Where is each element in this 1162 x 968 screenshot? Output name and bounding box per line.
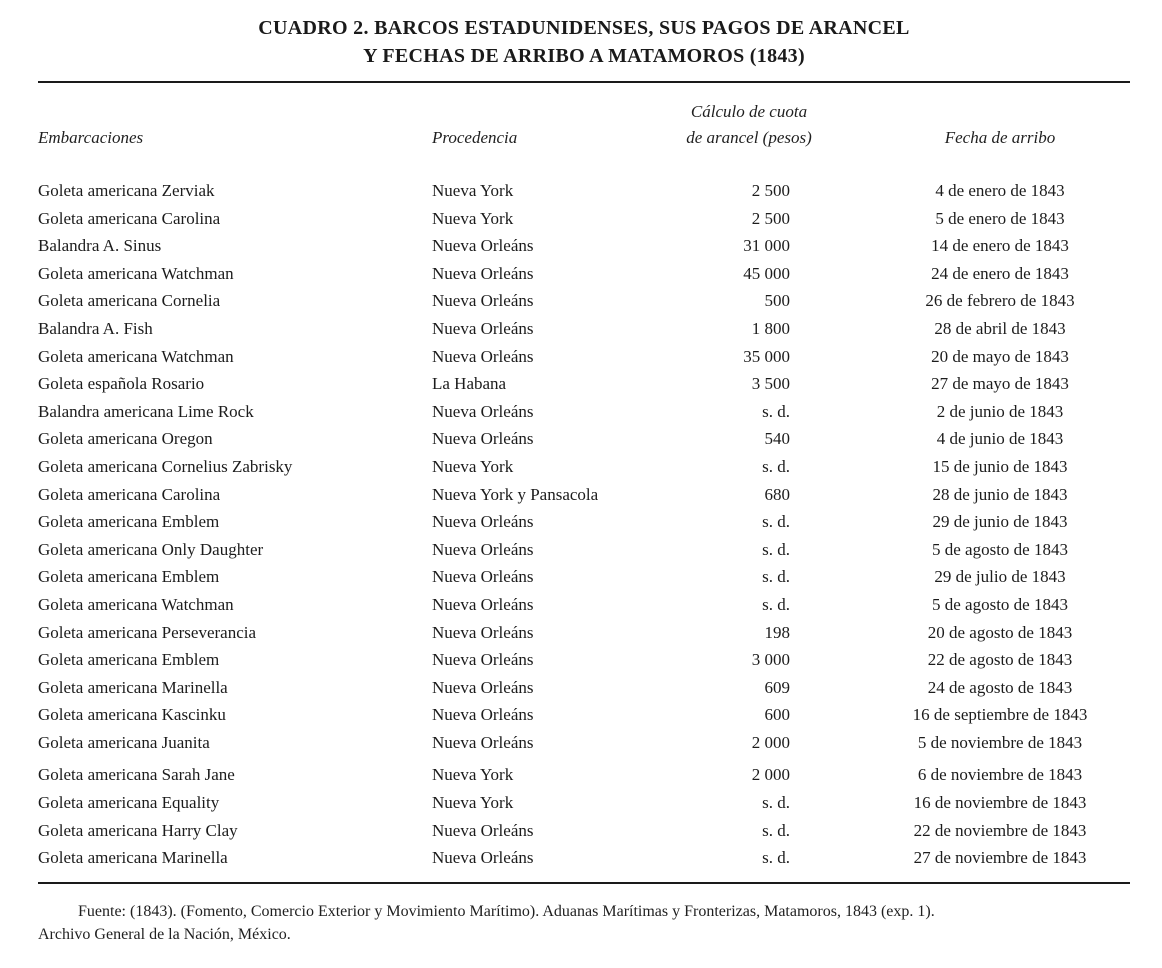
table-row — [38, 789, 1130, 817]
cell-vessel: Goleta española Rosario — [38, 374, 205, 394]
source-note-line2: Archivo General de la Nación, México. — [38, 925, 291, 943]
cell-origin: La Habana — [432, 374, 507, 394]
bottom-rule — [38, 882, 1130, 884]
cell-arrival: 5 de agosto de 1843 — [932, 539, 1068, 559]
cell-origin: Nueva Orleáns — [432, 512, 534, 532]
table-row — [38, 232, 1130, 260]
cell-origin: Nueva York y Pansacola — [432, 484, 599, 504]
cell-origin: Nueva Orleáns — [432, 429, 534, 449]
column-header-arancel-line1: Cálculo de cuota — [690, 102, 808, 121]
cell-arrival: 16 de noviembre de 1843 — [913, 793, 1087, 813]
cell-vessel: Balandra A. Fish — [38, 318, 153, 338]
cell-arrival: 20 de agosto de 1843 — [927, 622, 1073, 642]
column-header-arancel-line2: de arancel (pesos) — [686, 128, 812, 147]
cell-duty: 2 000 — [751, 732, 790, 752]
table-row — [38, 260, 1130, 288]
source-note — [38, 900, 1130, 946]
cell-origin: Nueva Orleáns — [432, 263, 534, 283]
table-title — [38, 14, 1130, 70]
cell-duty: 31 000 — [743, 236, 790, 256]
cell-vessel: Balandra americana Lime Rock — [38, 401, 254, 421]
cell-vessel: Goleta americana Carolina — [38, 208, 221, 228]
cell-duty: 3 500 — [751, 374, 790, 394]
cell-arrival: 22 de noviembre de 1843 — [913, 820, 1087, 840]
cell-vessel: Goleta americana Perseverancia — [38, 622, 257, 642]
cell-arrival: 26 de febrero de 1843 — [925, 291, 1075, 311]
cell-origin: Nueva Orleáns — [432, 622, 534, 642]
table-row — [38, 508, 1130, 536]
table-body — [38, 177, 1130, 872]
source-note-line1: Fuente: (1843). (Fomento, Comercio Exterior y Movimiento Marítimo). Aduanas Marítimas y Fronterizas, Matamoros, 1843 (exp. 1). — [78, 902, 935, 920]
cell-vessel: Goleta americana Watchman — [38, 263, 234, 283]
cell-origin: Nueva Orleáns — [432, 401, 534, 421]
table-row — [38, 817, 1130, 845]
table-row — [38, 619, 1130, 647]
cell-arrival: 24 de agosto de 1843 — [927, 677, 1073, 697]
cell-origin: Nueva Orleáns — [432, 567, 534, 587]
cell-origin: Nueva Orleáns — [432, 291, 534, 311]
cell-arrival: 15 de junio de 1843 — [932, 456, 1068, 476]
table-row — [38, 398, 1130, 426]
cell-origin: Nueva Orleáns — [432, 346, 534, 366]
table-row — [38, 674, 1130, 702]
cell-origin: Nueva Orleáns — [432, 848, 534, 868]
table-row — [38, 205, 1130, 233]
cell-arrival: 6 de noviembre de 1843 — [917, 765, 1083, 785]
cell-arrival: 29 de junio de 1843 — [932, 512, 1068, 532]
cell-vessel: Goleta americana Watchman — [38, 346, 234, 366]
cell-arrival: 14 de enero de 1843 — [931, 236, 1069, 256]
table-row — [38, 453, 1130, 481]
cell-duty: s. d. — [762, 793, 790, 813]
cell-vessel: Goleta americana Kascinku — [38, 705, 226, 725]
cell-duty: s. d. — [762, 539, 790, 559]
cell-arrival: 28 de abril de 1843 — [934, 318, 1066, 338]
cell-vessel: Balandra A. Sinus — [38, 236, 162, 256]
cell-vessel: Goleta americana Marinella — [38, 848, 228, 868]
cell-vessel: Goleta americana Emblem — [38, 512, 220, 532]
cell-arrival: 22 de agosto de 1843 — [927, 650, 1073, 670]
cell-origin: Nueva York — [432, 765, 514, 785]
cell-duty: 500 — [764, 291, 790, 311]
cell-arrival: 5 de enero de 1843 — [935, 208, 1065, 228]
cell-arrival: 27 de noviembre de 1843 — [913, 848, 1087, 868]
cell-origin: Nueva Orleáns — [432, 705, 534, 725]
cell-duty: 35 000 — [743, 346, 790, 366]
cell-duty: 609 — [764, 677, 790, 697]
table-row — [38, 844, 1130, 872]
table-row — [38, 701, 1130, 729]
table-row — [38, 177, 1130, 205]
table-row — [38, 761, 1130, 789]
table-row — [38, 370, 1130, 398]
cell-duty: 540 — [764, 429, 790, 449]
cell-arrival: 27 de mayo de 1843 — [931, 374, 1069, 394]
cell-duty: 198 — [764, 622, 790, 642]
table-title-line2: Y FECHAS DE ARRIBO A MATAMOROS (1843) — [363, 45, 805, 67]
cell-vessel: Goleta americana Emblem — [38, 650, 220, 670]
cell-origin: Nueva Orleáns — [432, 539, 534, 559]
cell-duty: 3 000 — [751, 650, 790, 670]
cell-duty: s. d. — [762, 848, 790, 868]
cell-vessel: Goleta americana Juanita — [38, 732, 210, 752]
column-header-procedencia: Procedencia — [432, 128, 518, 147]
table-row — [38, 481, 1130, 509]
cell-duty: 2 000 — [751, 765, 790, 785]
cell-vessel: Goleta americana Sarah Jane — [38, 765, 235, 785]
cell-vessel: Goleta americana Oregon — [38, 429, 213, 449]
cell-origin: Nueva Orleáns — [432, 732, 534, 752]
cell-duty: 680 — [764, 484, 790, 504]
cell-arrival: 20 de mayo de 1843 — [931, 346, 1069, 366]
cell-duty: s. d. — [762, 567, 790, 587]
cell-origin: Nueva Orleáns — [432, 677, 534, 697]
table-row — [38, 646, 1130, 674]
cell-duty: 2 500 — [751, 181, 790, 200]
cell-duty: s. d. — [762, 594, 790, 614]
cell-arrival: 4 de junio de 1843 — [936, 429, 1064, 449]
cell-duty: 2 500 — [751, 208, 790, 228]
cell-vessel: Goleta americana Equality — [38, 793, 220, 813]
cell-origin: Nueva York — [432, 793, 514, 813]
table-row — [38, 563, 1130, 591]
table-row — [38, 343, 1130, 371]
cell-arrival: 2 de junio de 1843 — [936, 401, 1064, 421]
cell-origin: Nueva York — [432, 181, 514, 200]
cell-duty: 45 000 — [743, 263, 790, 283]
cell-arrival: 4 de enero de 1843 — [935, 181, 1065, 200]
cell-arrival: 24 de enero de 1843 — [931, 263, 1069, 283]
cell-duty: s. d. — [762, 512, 790, 532]
cell-duty: s. d. — [762, 456, 790, 476]
cell-origin: Nueva Orleáns — [432, 318, 534, 338]
column-header-embarcaciones: Embarcaciones — [38, 128, 144, 147]
cell-arrival: 5 de noviembre de 1843 — [917, 732, 1083, 752]
cell-duty: s. d. — [762, 401, 790, 421]
cell-arrival: 16 de septiembre de 1843 — [912, 705, 1088, 725]
table-row — [38, 729, 1130, 757]
table-row — [38, 536, 1130, 564]
cell-duty: 1 800 — [751, 318, 790, 338]
cell-arrival: 29 de julio de 1843 — [934, 567, 1066, 587]
column-header-fecha-de-arribo: Fecha de arribo — [944, 128, 1056, 147]
table-row — [38, 591, 1130, 619]
cell-vessel: Goleta americana Harry Clay — [38, 820, 238, 840]
cell-arrival: 5 de agosto de 1843 — [932, 594, 1068, 614]
cell-origin: Nueva Orleáns — [432, 650, 534, 670]
cell-origin: Nueva Orleáns — [432, 594, 534, 614]
cell-origin: Nueva York — [432, 208, 514, 228]
column-header-arancel — [670, 99, 828, 151]
table-row — [38, 315, 1130, 343]
cell-duty: 600 — [764, 705, 790, 725]
cell-arrival: 28 de junio de 1843 — [932, 484, 1068, 504]
cell-duty: s. d. — [762, 820, 790, 840]
cell-vessel: Goleta americana Zerviak — [38, 181, 215, 200]
cell-vessel: Goleta americana Emblem — [38, 567, 220, 587]
cell-vessel: Goleta americana Carolina — [38, 484, 221, 504]
cell-origin: Nueva Orleáns — [432, 236, 534, 256]
cell-vessel: Goleta americana Cornelia — [38, 291, 221, 311]
cell-vessel: Goleta americana Cornelius Zabrisky — [38, 456, 293, 476]
top-rule — [38, 81, 1130, 83]
table-title-line1: CUADRO 2. BARCOS ESTADUNIDENSES, SUS PAGOS DE ARANCEL — [258, 17, 910, 39]
cell-vessel: Goleta americana Marinella — [38, 677, 228, 697]
table-header-row — [38, 99, 1130, 151]
cell-origin: Nueva York — [432, 456, 514, 476]
table-row — [38, 425, 1130, 453]
cell-vessel: Goleta americana Only Daughter — [38, 539, 264, 559]
cell-vessel: Goleta americana Watchman — [38, 594, 234, 614]
table-row — [38, 287, 1130, 315]
cell-origin: Nueva Orleáns — [432, 820, 534, 840]
